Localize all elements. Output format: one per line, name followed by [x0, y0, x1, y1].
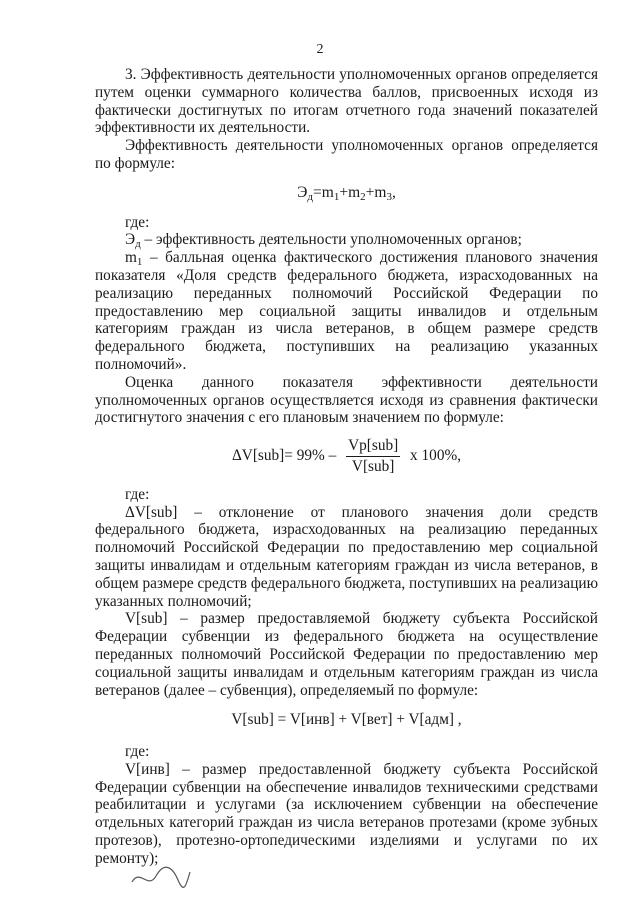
where-label: где: — [125, 485, 150, 503]
definition-v-inv: V[инв] – размер предоставленной бюджету субъекта Российской Федерации субвенции на обеспечение инвалидов техническими средствами реабилитации и услугами (за исключением субвенции на обеспечение отдельных категорий граждан из числа ветеранов протезами (кроме зубных протезов), протезно-ортопедическими изделиями и услугами по их ремонту); — [95, 760, 598, 867]
fraction-denominator: V[sub] — [351, 457, 395, 475]
formula-fraction — [346, 437, 400, 476]
signature-mark — [128, 862, 192, 892]
paragraph-efficiency-formula-intro: Эффективность деятельности уполномоченных органов определяется по формуле: — [95, 137, 598, 172]
paragraph-efficiency-method: 3. Эффективность деятельности уполномоченных органов определяется путем оценки суммарного количества баллов, присвоенных исходя из фактически достигнутых по итогам отчетного года значений показателей эффективности их деятельности. — [95, 66, 598, 137]
fraction-numerator: Vp[sub] — [346, 437, 400, 457]
page-number: 2 — [316, 42, 324, 57]
definition-efficiency: $Э_д$ – эффективность деятельности уполномоченных органов; — [125, 231, 522, 251]
definition-delta-v: ΔV[sub] – отклонение от планового значения доли средств федерального бюджета, израсходованных на реализацию переданных полномочий Российской Федерации по предоставлению мер социальной защиты инвалидам и отдельным категориям граждан из числа ветеранов, в общем размере средств федерального бюджета, поступивших на реализацию указанных полномочий; — [95, 503, 598, 610]
where-label: где: — [125, 213, 150, 231]
formula-subvention: V[sub] = V[инв] + V[вет] + V[адм] , — [231, 711, 462, 729]
document-body — [95, 66, 598, 868]
definition-v-sub: V[sub] – размер предоставляемой бюджету субъекта Российской Федерации субвенции из федерального бюджета на осуществление переданных полномочий Российской Федерации по предоставлению мер социальной защиты инвалидам и отдельным категориям граждан из числа ветеранов (далее – субвенция), определяемый по формуле: — [95, 610, 598, 699]
formula-efficiency: $Э_д=m_1+m_2+m_3$, — [297, 183, 396, 203]
paragraph-indicator-evaluation: Оценка данного показателя эффективности деятельности уполномоченных органов осуществляется исходя из сравнения фактически достигнутого значения с его плановым значением по формуле: — [95, 373, 598, 427]
formula-deviation: ΔV[sub]= 99% – $\frac{\text{Vp[sub]}}{\text{V[sub]}}$ x 100%, — [231, 437, 462, 475]
definition-m1: $m_1$ – балльная оценка фактического достижения планового значения показателя «Доля средств федерального бюджета, израсходованных на реализацию переданных полномочий Российской Федерации по предоставлению мер социальной защиты инвалидов и отдельным категориям граждан из числа ветеранов, в общем размере средств федерального бюджета, поступивших на реализацию указанных полномочий». — [95, 249, 598, 373]
where-label: где: — [125, 743, 150, 761]
